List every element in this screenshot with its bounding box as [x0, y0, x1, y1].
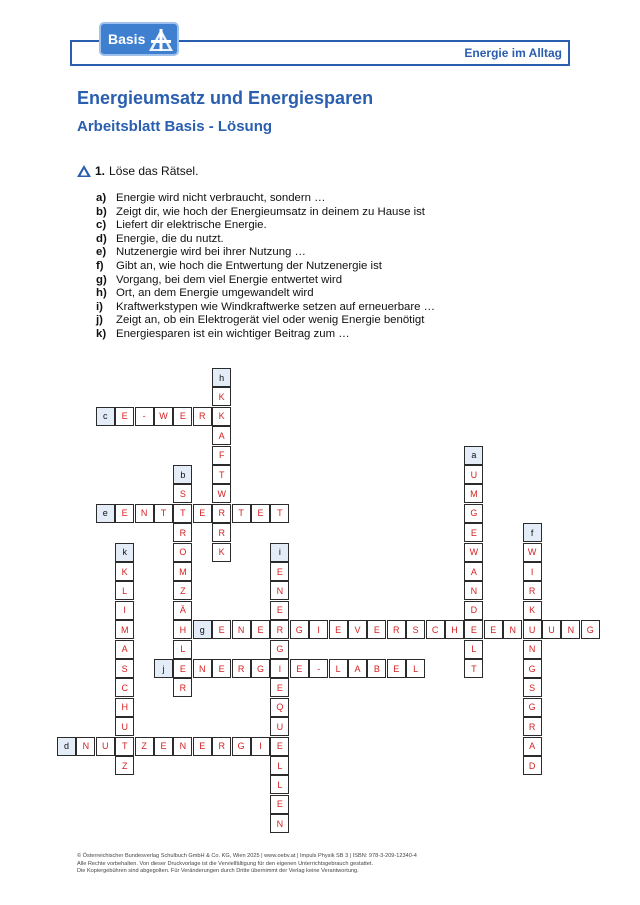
letter-cell: Z	[135, 737, 154, 756]
clue-number-cell: d	[57, 737, 76, 756]
letter-cell: R	[173, 523, 192, 542]
letter-cell: K	[212, 543, 231, 562]
footer-line: © Österreichischer Bundesverlag Schulbuch GmbH & Co. KG, Wien 2025 | www.oebv.at | Impuls Physik SB 3 | ISBN: 978-3-209-12340-4	[77, 853, 417, 859]
letter-cell: L	[173, 640, 192, 659]
letter-cell: G	[464, 504, 483, 523]
letter-cell: N	[232, 620, 251, 639]
letter-cell: U	[96, 737, 115, 756]
letter-cell: T	[270, 504, 289, 523]
letter-cell: D	[464, 601, 483, 620]
letter-cell: E	[464, 620, 483, 639]
letter-cell: K	[523, 601, 542, 620]
clue-key: c)	[96, 219, 107, 232]
letter-cell: A	[348, 659, 367, 678]
letter-cell: T	[464, 659, 483, 678]
clue-text: Kraftwerkstypen wie Windkraftwerke setzen auf erneuerbare …	[116, 300, 436, 313]
letter-cell: H	[445, 620, 464, 639]
letter-cell: R	[232, 659, 251, 678]
letter-cell: G	[251, 659, 270, 678]
letter-cell: E	[193, 737, 212, 756]
letter-cell: E	[251, 620, 270, 639]
clue-text: Gibt an, wie hoch die Entwertung der Nutzenergie ist	[116, 259, 382, 272]
letter-cell: E	[484, 620, 503, 639]
letter-cell: E	[387, 659, 406, 678]
letter-cell: W	[154, 407, 173, 426]
letter-cell: E	[270, 795, 289, 814]
letter-cell: L	[406, 659, 425, 678]
letter-cell: R	[212, 523, 231, 542]
letter-cell: G	[270, 640, 289, 659]
letter-cell: U	[542, 620, 561, 639]
clue-number-cell: h	[212, 368, 231, 387]
clue-number-cell: e	[96, 504, 115, 523]
letter-cell: N	[503, 620, 522, 639]
clue-text: Nutzenergie wird bei ihrer Nutzung …	[116, 246, 306, 259]
letter-cell: Ä	[173, 601, 192, 620]
letter-cell: E	[154, 737, 173, 756]
letter-cell: A	[212, 426, 231, 445]
letter-cell: L	[270, 756, 289, 775]
letter-cell: D	[523, 756, 542, 775]
clue-key: g)	[96, 273, 107, 286]
letter-cell: H	[115, 698, 134, 717]
letter-cell: E	[115, 504, 134, 523]
letter-cell: T	[232, 504, 251, 523]
letter-cell: Z	[173, 581, 192, 600]
letter-cell: N	[193, 659, 212, 678]
clue-number-cell: b	[173, 465, 192, 484]
letter-cell: M	[173, 562, 192, 581]
letter-cell: I	[523, 562, 542, 581]
clue-number-cell: g	[193, 620, 212, 639]
clue-number-cell: f	[523, 523, 542, 542]
letter-cell: E	[173, 407, 192, 426]
page-title: Energieumsatz und Energiesparen	[77, 88, 374, 108]
letter-cell: Q	[270, 698, 289, 717]
letter-cell: C	[426, 620, 445, 639]
topic-label: Energie im Alltag	[464, 46, 562, 60]
letter-cell: C	[115, 678, 134, 697]
clue-text: Ort, an dem Energie umgewandelt wird	[116, 287, 314, 300]
letter-cell: E	[193, 504, 212, 523]
letter-cell: L	[270, 775, 289, 794]
letter-cell: W	[212, 484, 231, 503]
task-text: Löse das Rätsel.	[109, 164, 199, 178]
clue-number-cell: k	[115, 543, 134, 562]
letter-cell: S	[115, 659, 134, 678]
letter-cell: K	[212, 387, 231, 406]
clue-number-cell: i	[270, 543, 289, 562]
letter-cell: H	[173, 620, 192, 639]
letter-cell: E	[270, 562, 289, 581]
letter-cell: O	[173, 543, 192, 562]
letter-cell: S	[173, 484, 192, 503]
clue-text: Energie wird nicht verbraucht, sondern …	[116, 192, 326, 204]
letter-cell: N	[523, 640, 542, 659]
footer-line: Alle Rechte vorbehalten. Von dieser Druckvorlage ist die Vervielfältigung für den eigenen Unterrichtsgebrauch gestattet.	[77, 860, 374, 867]
letter-cell: E	[212, 620, 231, 639]
letter-cell: -	[309, 659, 328, 678]
letter-cell: T	[173, 504, 192, 523]
letter-cell: E	[270, 737, 289, 756]
letter-cell: I	[270, 659, 289, 678]
letter-cell: U	[523, 620, 542, 639]
clue-key: e)	[96, 246, 107, 259]
clue-key: j)	[96, 314, 103, 327]
letter-cell: G	[232, 737, 251, 756]
letter-cell: I	[115, 601, 134, 620]
letter-cell: U	[464, 465, 483, 484]
letter-cell: M	[115, 620, 134, 639]
letter-cell: N	[76, 737, 95, 756]
clue-number-cell: a	[464, 446, 483, 465]
letter-cell: N	[135, 504, 154, 523]
letter-cell: N	[270, 581, 289, 600]
clue-text: Liefert dir elektrische Energie.	[116, 219, 267, 232]
letter-cell: Z	[115, 756, 134, 775]
letter-cell: V	[348, 620, 367, 639]
letter-cell: E	[290, 659, 309, 678]
letter-cell: E	[173, 659, 192, 678]
letter-cell: A	[464, 562, 483, 581]
letter-cell: E	[270, 601, 289, 620]
letter-cell: T	[154, 504, 173, 523]
clue-key: a)	[96, 192, 107, 204]
letter-cell: R	[387, 620, 406, 639]
letter-cell: L	[464, 640, 483, 659]
clue-key: d)	[96, 232, 107, 245]
letter-cell: E	[251, 504, 270, 523]
letter-cell: E	[212, 659, 231, 678]
letter-cell: L	[329, 659, 348, 678]
footer-line: Die Kopiergebühren sind abgegolten. Für Veränderungen durch Dritte übernimmt der Verlag keine Verantwortung.	[77, 868, 359, 875]
letter-cell: E	[270, 678, 289, 697]
clue-text: Energie, die du nutzt.	[116, 232, 224, 245]
letter-cell: G	[290, 620, 309, 639]
letter-cell: R	[193, 407, 212, 426]
letter-cell: E	[367, 620, 386, 639]
letter-cell: R	[523, 581, 542, 600]
letter-cell: E	[464, 523, 483, 542]
letter-cell: N	[173, 737, 192, 756]
letter-cell: N	[464, 581, 483, 600]
letter-cell: G	[523, 698, 542, 717]
letter-cell: I	[309, 620, 328, 639]
letter-cell: R	[212, 737, 231, 756]
letter-cell: U	[115, 717, 134, 736]
letter-cell: -	[135, 407, 154, 426]
letter-cell: R	[523, 717, 542, 736]
letter-cell: L	[115, 581, 134, 600]
letter-cell: I	[251, 737, 270, 756]
letter-cell: K	[115, 562, 134, 581]
letter-cell: N	[561, 620, 580, 639]
letter-cell: K	[212, 407, 231, 426]
clue-text: Zeigt an, ob ein Elektrogerät viel oder wenig Energie benötigt	[116, 314, 425, 327]
clue-text: Zeigt dir, wie hoch der Energieumsatz in deinem zu Hause ist	[116, 205, 425, 218]
letter-cell: R	[173, 678, 192, 697]
letter-cell: F	[212, 446, 231, 465]
clue-text: Energiesparen ist ein wichtiger Beitrag zum …	[116, 327, 350, 340]
letter-cell: G	[523, 659, 542, 678]
letter-cell: A	[523, 737, 542, 756]
letter-cell: G	[581, 620, 600, 639]
letter-cell: N	[270, 814, 289, 833]
clue-key: f)	[96, 259, 104, 272]
letter-cell: T	[115, 737, 134, 756]
letter-cell: B	[367, 659, 386, 678]
letter-cell: M	[464, 484, 483, 503]
letter-cell: T	[212, 465, 231, 484]
clue-key: i)	[96, 300, 103, 313]
letter-cell: A	[115, 640, 134, 659]
letter-cell: E	[115, 407, 134, 426]
clue-key: b)	[96, 205, 107, 218]
letter-cell: W	[464, 543, 483, 562]
clue-number-cell: j	[154, 659, 173, 678]
logo-text: Basis	[108, 31, 146, 47]
clue-text: Vorgang, bei dem viel Energie entwertet wird	[116, 273, 343, 286]
letter-cell: R	[270, 620, 289, 639]
letter-cell: S	[523, 678, 542, 697]
clue-key: k)	[96, 327, 107, 340]
letter-cell: W	[523, 543, 542, 562]
footer	[77, 853, 417, 876]
letter-cell: R	[212, 504, 231, 523]
page-subtitle: Arbeitsblatt Basis - Lösung	[77, 118, 273, 135]
task-number: 1.	[95, 164, 106, 178]
letter-cell: U	[270, 717, 289, 736]
letter-cell: E	[329, 620, 348, 639]
clue-key: h)	[96, 287, 107, 300]
letter-cell: S	[406, 620, 425, 639]
clue-number-cell: c	[96, 407, 115, 426]
